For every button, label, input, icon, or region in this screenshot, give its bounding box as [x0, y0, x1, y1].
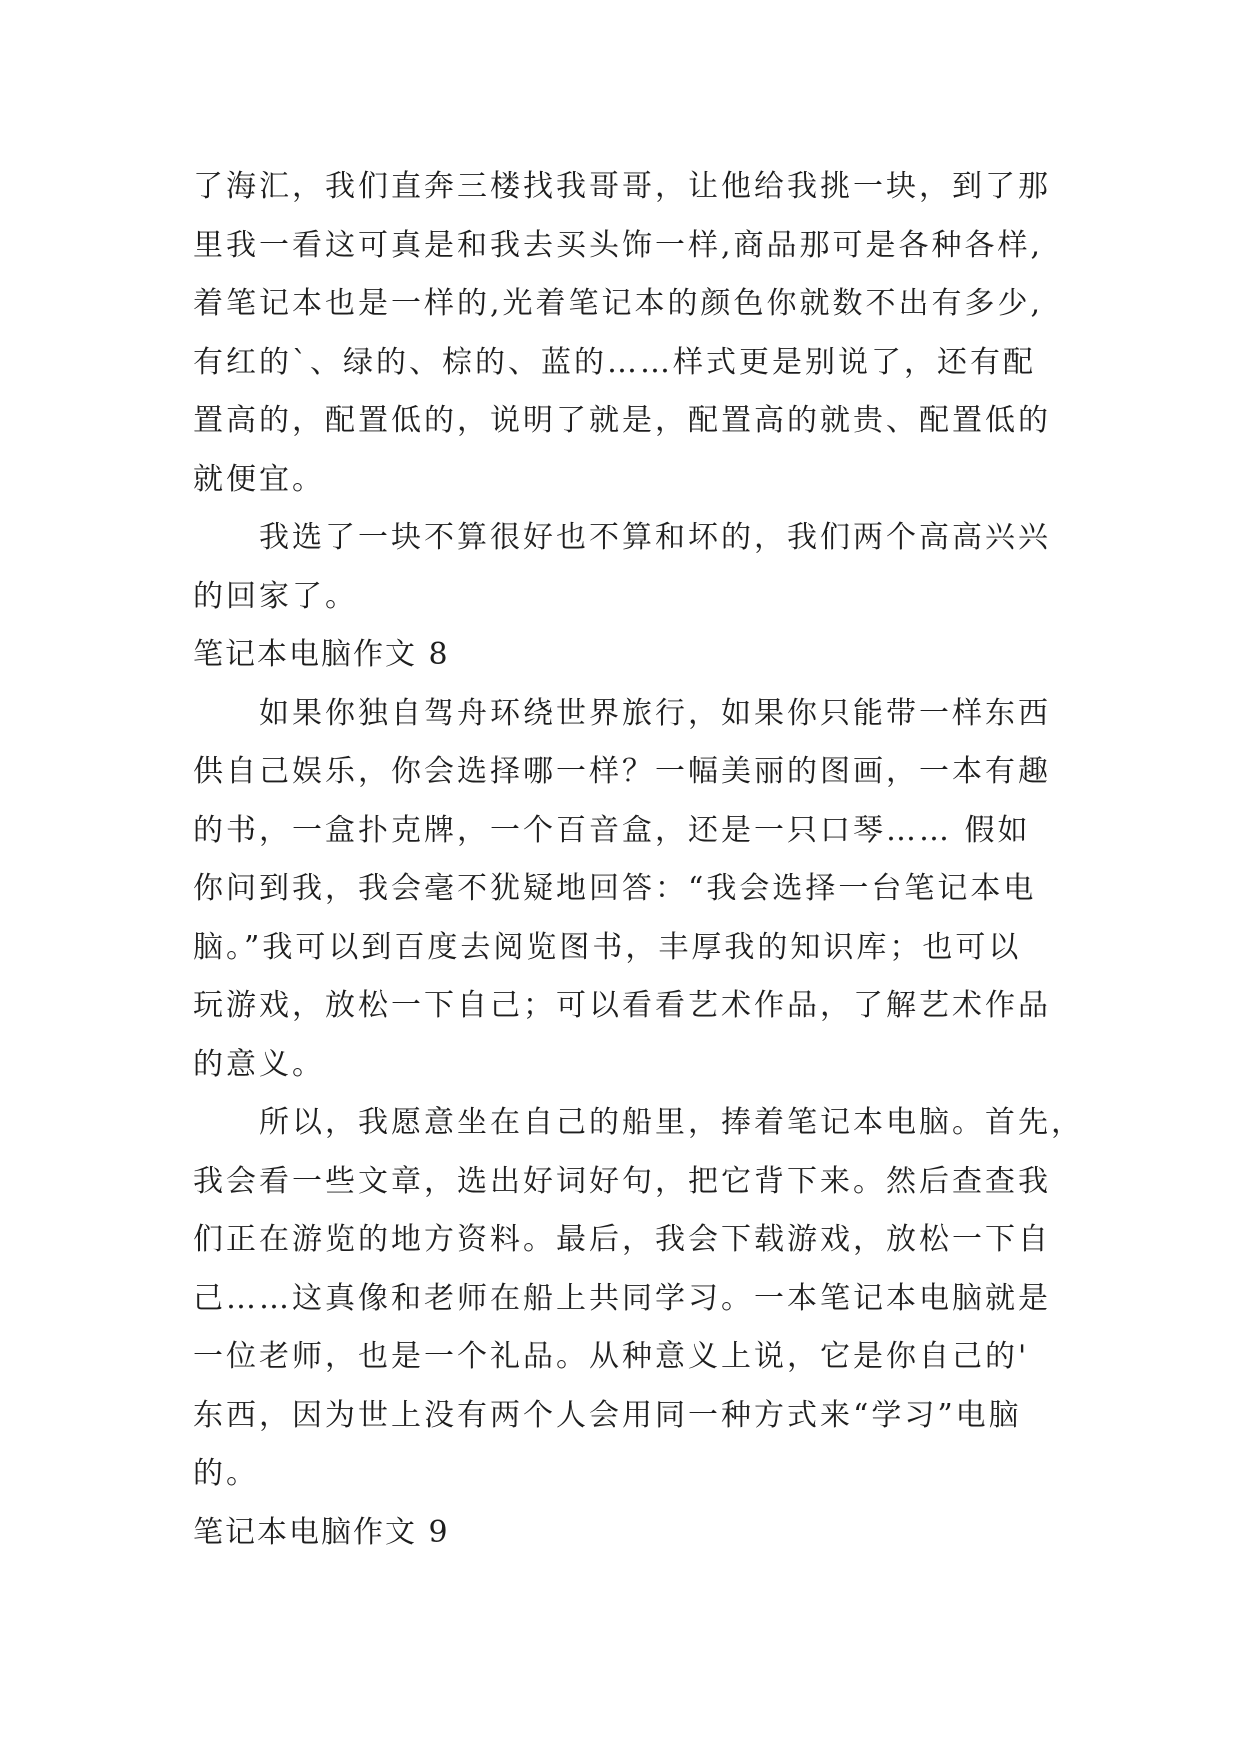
text-line: 一位老师，也是一个礼品。从种意义上说，它是你自己的' — [193, 1339, 1030, 1374]
text-line: 了海汇，我们直奔三楼找我哥哥，让他给我挑一块，到了那 — [193, 169, 1051, 204]
text-line: 着笔记本也是一样的,光着笔记本的颜色你就数不出有多少, — [193, 286, 1044, 321]
text-line: 供自己娱乐，你会选择哪一样？一幅美丽的图画，一本有趣 — [193, 754, 1051, 789]
text-line: 所以，我愿意坐在自己的船里，捧着笔记本电脑。首先， — [259, 1105, 1084, 1140]
section-heading: 笔记本电脑作文 8 — [193, 637, 450, 672]
text-line: 你问到我，我会毫不犹疑地回答：“我会选择一台笔记本电 — [193, 871, 1037, 906]
text-line: 的书，一盒扑克牌，一个百音盒，还是一只口琴…… 假如 — [193, 812, 1031, 848]
text-line: 里我一看这可真是和我去买头饰一样,商品那可是各种各样, — [193, 227, 1044, 263]
text-line: 脑。”我可以到百度去阅览图书，丰厚我的知识库；也可以 — [193, 929, 1022, 965]
text-line: 的。 — [193, 1456, 259, 1491]
text-line: 有红的`、绿的、棕的、蓝的……样式更是别说了，还有配 — [193, 344, 1036, 380]
document-body — [193, 158, 1093, 1562]
text-line: 的意义。 — [193, 1046, 325, 1082]
section-heading: 笔记本电脑作文 9 — [193, 1514, 450, 1550]
text-line: 玩游戏，放松一下自己；可以看看艺术作品，了解艺术作品 — [193, 988, 1051, 1023]
text-line: 们正在游览的地方资料。最后，我会下载游戏，放松一下自 — [193, 1222, 1051, 1257]
text-line: 我选了一块不算很好也不算和坏的，我们两个高高兴兴 — [259, 520, 1051, 555]
text-line: 的回家了。 — [193, 578, 358, 614]
text-line: 就便宜。 — [193, 461, 325, 497]
text-line: 我会看一些文章，选出好词好句，把它背下来。然后查查我 — [193, 1163, 1051, 1199]
text-line: 如果你独自驾舟环绕世界旅行，如果你只能带一样东西 — [259, 695, 1051, 731]
text-line: 置高的，配置低的，说明了就是，配置高的就贵、配置低的 — [193, 403, 1051, 438]
text-line: 东西，因为世上没有两个人会用同一种方式来“学习”电脑 — [193, 1397, 1022, 1433]
text-line: 己……这真像和老师在船上共同学习。一本笔记本电脑就是 — [193, 1280, 1051, 1316]
